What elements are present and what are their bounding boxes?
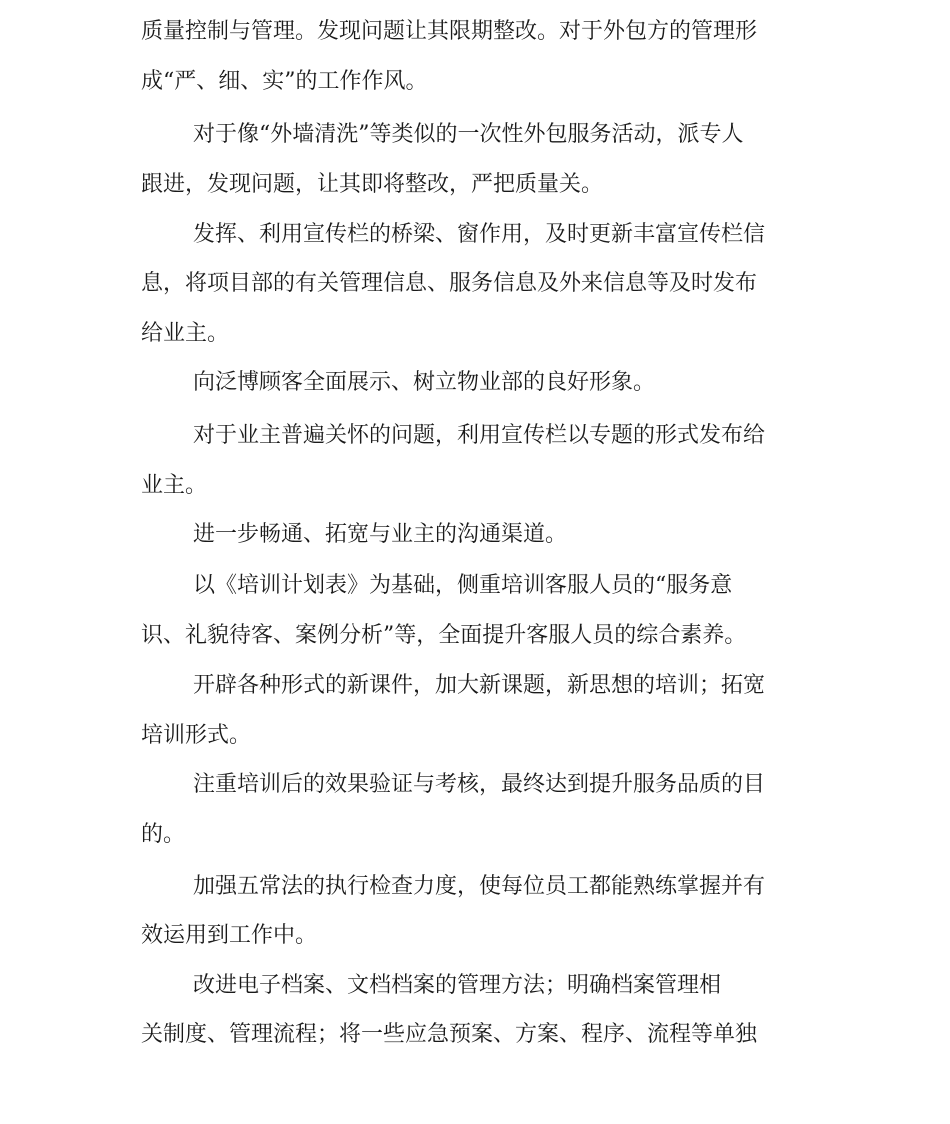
paragraph-first-line: 加强五常法的执行检查力度，使每位员工都能熟练掌握并有	[193, 874, 766, 899]
text-line: 给业主。	[141, 321, 230, 346]
paragraph-first-line: 对于像“外墙清洗”等类似的一次性外包服务活动，派专人	[193, 122, 744, 147]
paragraph-first-line: 发挥、利用宣传栏的桥梁、窗作用，及时更新丰富宣传栏信	[193, 222, 766, 247]
paragraph-first-line: 注重培训后的效果验证与考核，最终达到提升服务品质的目	[193, 772, 766, 797]
text-line: 跟进，发现问题，让其即将整改，严把质量关。	[141, 172, 604, 197]
paragraph-first-line: 改进电子档案、文档档案的管理方法；明确档案管理相	[193, 973, 722, 998]
text-line: 关制度、管理流程；将一些应急预案、方案、程序、流程等单独	[141, 1022, 758, 1047]
paragraph-first-line: 对于业主普遍关怀的问题，利用宣传栏以专题的形式发布给	[193, 423, 766, 448]
paragraph-first-line: 进一步畅通、拓宽与业主的沟通渠道。	[193, 522, 568, 547]
text-line: 质量控制与管理。发现问题让其限期整改。对于外包方的管理形	[141, 19, 758, 44]
text-line: 效运用到工作中。	[141, 923, 318, 948]
text-line: 的。	[141, 822, 186, 847]
paragraph-first-line: 向泛博顾客全面展示、树立物业部的良好形象。	[193, 370, 656, 395]
text-line: 业主。	[141, 473, 208, 498]
text-line: 培训形式。	[141, 723, 252, 748]
text-line: 成“严、细、实”的工作作风。	[141, 69, 428, 94]
paragraph-first-line: 以《培训计划表》为基础，侧重培训客服人员的“服务意	[193, 573, 733, 598]
text-line: 识、礼貌待客、案例分析”等，全面提升客服人员的综合素养。	[141, 623, 747, 648]
text-line: 息，将项目部的有关管理信息、服务信息及外来信息等及时发布	[141, 271, 758, 296]
paragraph-first-line: 开辟各种形式的新课件，加大新课题，新思想的培训；拓宽	[193, 673, 766, 698]
